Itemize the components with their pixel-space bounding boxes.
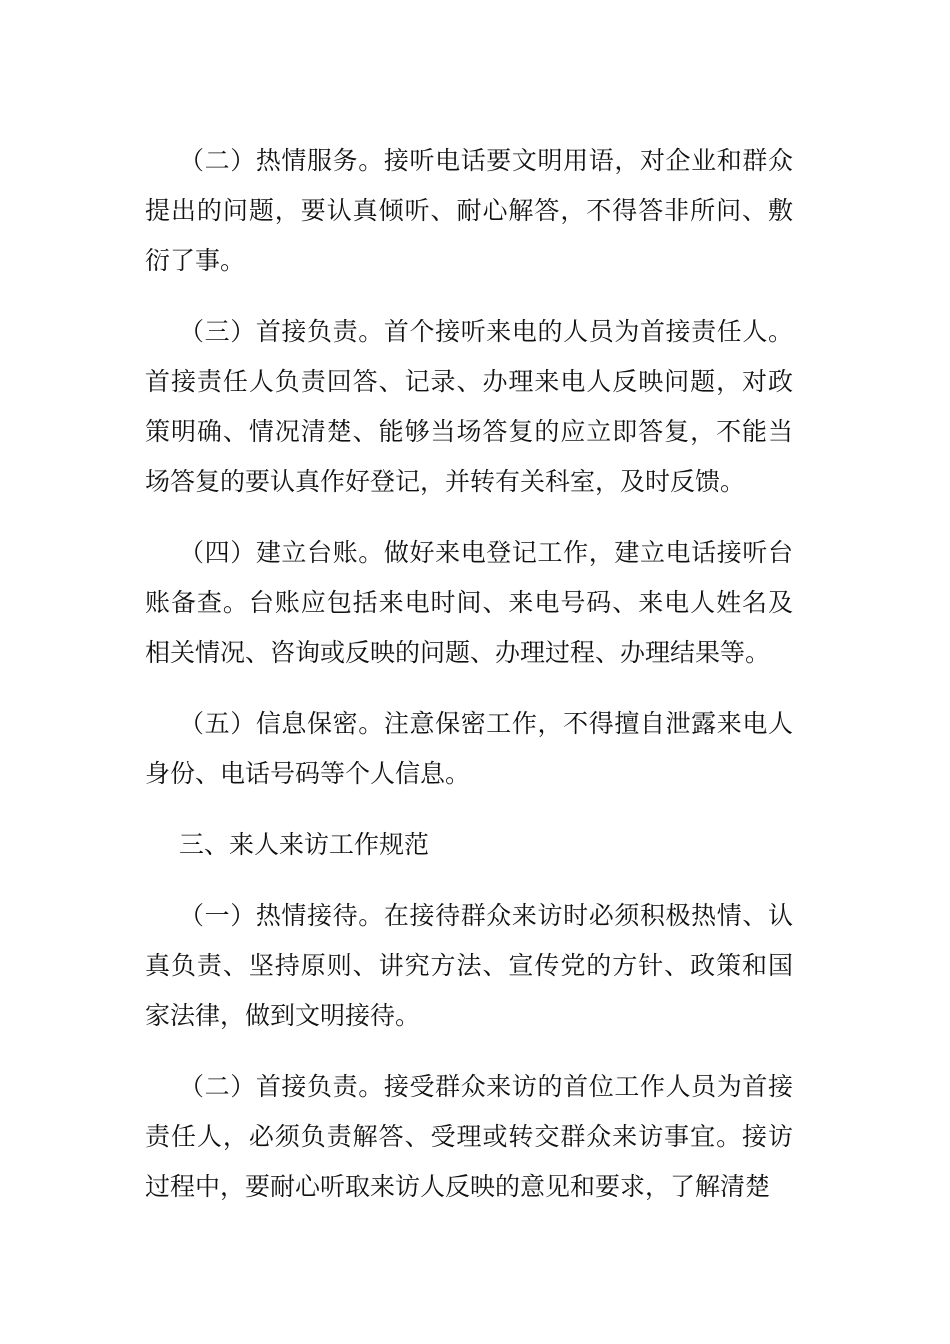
- paragraph-hotline-service: （二）热情服务。接听电话要文明用语，对企业和群众提出的问题，要认真倾听、耐心解答，不得答非所问、敷衍了事。: [145, 146, 793, 275]
- section-heading-visits: 三、来人来访工作规范: [179, 830, 430, 859]
- paragraph-confidentiality: （五）信息保密。注意保密工作，不得擅自泄露来电人身份、电话号码等个人信息。: [145, 709, 793, 788]
- paragraph-warm-reception: （一）热情接待。在接待群众来访时必须积极热情、认真负责、坚持原则、讲究方法、宣传党的方针、政策和国家法律，做到文明接待。: [145, 901, 793, 1030]
- paragraph-first-visit-responsibility: （二）首接负责。接受群众来访的首位工作人员为首接责任人，必须负责解答、受理或转交群众来访事宜。接访过程中，要耐心听取来访人反映的意见和要求，了解清楚: [145, 1072, 793, 1201]
- document-body: [145, 136, 793, 1233]
- paragraph-first-responsibility: （三）首接负责。首个接听来电的人员为首接责任人。首接责任人负责回答、记录、办理来电人反映问题，对政策明确、情况清楚、能够当场答复的应立即答复，不能当场答复的要认真作好登记，并转有关科室，及时反馈。: [145, 317, 793, 496]
- paragraph-ledger: （四）建立台账。做好来电登记工作，建立电话接听台账备查。台账应包括来电时间、来电号码、来电人姓名及相关情况、咨询或反映的问题、办理过程、办理结果等。: [145, 538, 793, 667]
